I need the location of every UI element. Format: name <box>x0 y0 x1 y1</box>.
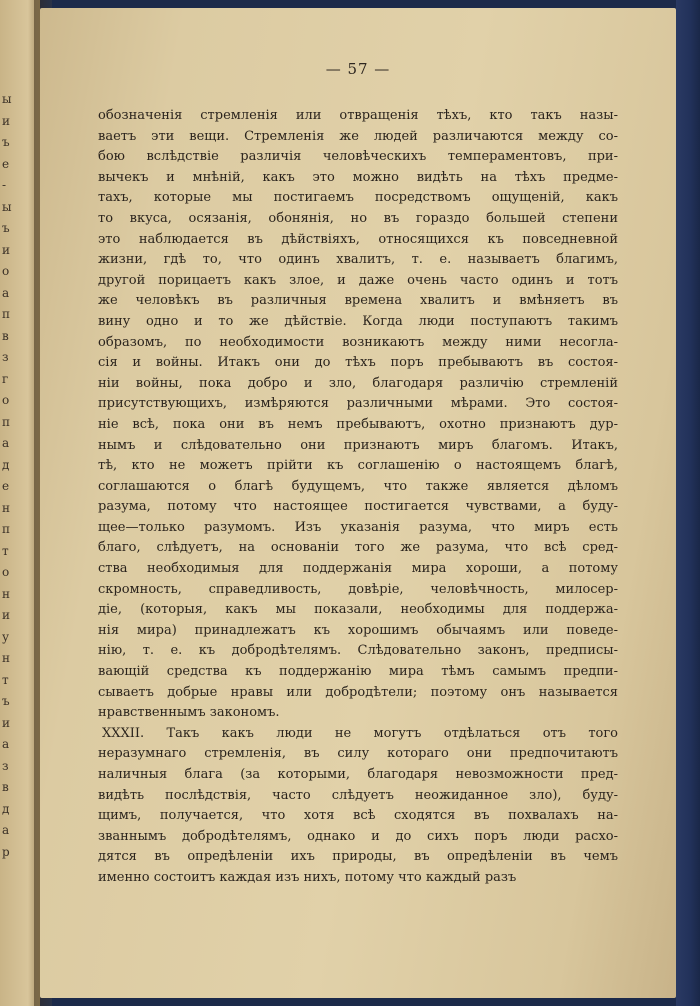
text-line: жизни, гдѣ то, что одинъ хвалитъ, т. е. называетъ благимъ, <box>98 252 618 268</box>
text-line: видѣть послѣдствія, часто слѣдуетъ неожиданное зло), буду- <box>98 787 618 803</box>
left-page-fragment: о <box>2 393 10 407</box>
left-page-fragment: г <box>2 371 9 386</box>
text-line: то вкуса, осязанія, обонянія, но въ гораздо большей степени <box>98 210 618 226</box>
text-line: соглашаются о благѣ будущемъ, что также является дѣломъ <box>98 478 618 494</box>
text-line: вину одно и то же дѣйствіе. Когда люди поступаютъ такимъ <box>98 313 618 329</box>
text-line: неразумнаго стремленія, въ силу котораго они предпочитаютъ <box>98 746 618 762</box>
page-number: — 57 — <box>325 60 391 78</box>
left-page-fragment: ъ <box>2 694 10 708</box>
text-line: разума, потому что настоящее постигается чувствами, а буду- <box>98 499 618 515</box>
text-line: щее—только разумомъ. Изъ указанія разума, что миръ есть <box>98 519 618 535</box>
left-page-fragment: н <box>2 586 10 601</box>
left-page-fragment: и <box>2 608 10 622</box>
text-line: ваетъ эти вещи. Стремленія же людей различаются между со- <box>98 128 618 144</box>
left-page-fragment: п <box>2 414 10 429</box>
text-line: присутствующихъ, измѣряются различными мѣрами. Это состоя- <box>98 396 618 412</box>
left-page-fragment: и <box>2 113 10 128</box>
text-line: это наблюдается въ дѣйствіяхъ, относящихся къ повседневной <box>98 231 618 247</box>
left-page-fragment: н <box>2 500 10 515</box>
text-line: же человѣкъ въ различныя времена хвалитъ и вмѣняетъ въ <box>98 293 618 309</box>
left-page-fragment: п <box>2 522 10 536</box>
left-page-fragment: е <box>2 479 10 493</box>
text-line: обозначенія стремленія или отвращенія тѣхъ, кто такъ назы- <box>98 108 618 123</box>
page-text <box>98 106 618 889</box>
text-line: сываетъ добрые нравы или добродѣтели; поэтому онъ называется <box>98 684 618 700</box>
text-line: дятся въ опредѣленіи ихъ природы, въ опредѣленіи въ чемъ <box>98 849 618 865</box>
left-page-fragment: р <box>2 844 10 859</box>
left-page-fragment: о <box>2 565 10 579</box>
text-line: наличныя блага (за которыми, благодаря невозможности пред- <box>98 767 618 782</box>
text-line: званнымъ добродѣтелямъ, однако и до сихъ поръ люди расхо- <box>98 828 618 844</box>
text-line: тахъ, которые мы постигаемъ посредствомъ ощущеній, какъ <box>98 190 618 206</box>
left-page-fragment: и <box>2 715 10 730</box>
left-page-fragment: - <box>2 178 7 192</box>
text-line: другой порицаетъ какъ злое, и даже очень часто одинъ и тотъ <box>98 272 618 288</box>
text-line: нравственнымъ закономъ. <box>98 705 280 721</box>
text-line: благо, слѣдуетъ, на основаніи того же разума, что всѣ сред- <box>98 540 618 556</box>
book-cover-edge <box>676 0 700 1006</box>
left-page-fragment: ы <box>2 92 12 106</box>
text-line: XXXII. Такъ какъ люди не могутъ отдѣлаться отъ того <box>102 725 618 741</box>
book-page <box>40 8 676 998</box>
text-line: ства необходимыя для поддержанія мира хороши, а потому <box>98 561 618 577</box>
text-line: нымъ и слѣдовательно они признаютъ миръ благомъ. Итакъ, <box>98 437 618 453</box>
text-line: ніи войны, пока добро и зло, благодаря различію стремленій <box>98 375 618 391</box>
left-page-fragment: в <box>2 780 9 794</box>
text-line: именно состоитъ каждая изъ нихъ, потому что каждый разъ <box>98 869 517 885</box>
left-page-fragment: з <box>2 758 9 773</box>
text-line: скромность, справедливость, довѣріе, человѣчность, милосер- <box>98 581 618 597</box>
text-line: ніе всѣ, пока они въ немъ пребываютъ, охотно признаютъ дур- <box>98 416 618 432</box>
text-line: нія мира) принадлежатъ къ хорошимъ обычаямъ или поведе- <box>98 622 618 638</box>
left-page-fragment: т <box>2 543 9 558</box>
text-line: вычекъ и мнѣній, какъ это можно видѣть на тѣхъ предме- <box>98 169 618 185</box>
left-page-fragment: з <box>2 350 9 364</box>
left-page-fragment: е <box>2 156 10 171</box>
left-page-fragment: п <box>2 307 10 321</box>
text-line: вающій средства къ поддержанію мира тѣмъ самымъ предпи- <box>98 664 618 680</box>
text-line: діе, (которыя, какъ мы показали, необходимы для поддержа- <box>98 602 618 618</box>
left-page-fragment: ъ <box>2 221 10 235</box>
left-page-fragment: у <box>2 629 10 644</box>
left-page-fragment: д <box>2 801 10 816</box>
left-page-fragment: т <box>2 672 9 687</box>
text-line: образомъ, по необходимости возникаютъ между ними несогла- <box>98 334 618 350</box>
left-page-fragment: д <box>2 457 10 472</box>
left-page-fragment: н <box>2 651 10 665</box>
text-line: тѣ, кто не можетъ прійти къ соглашенію о настоящемъ благѣ, <box>98 458 618 474</box>
text-line: сія и войны. Итакъ они до тѣхъ поръ пребываютъ въ состоя- <box>98 355 618 371</box>
text-line: нію, т. е. къ добродѣтелямъ. Слѣдовательно законъ, предписы- <box>98 643 618 659</box>
left-page-fragment: и <box>2 242 10 257</box>
text-line: бою вслѣдствіе различія человѣческихъ темпераментовъ, при- <box>98 149 618 165</box>
left-page-fragment: а <box>2 285 10 300</box>
left-page-fragment: о <box>2 264 10 278</box>
left-page-fragment: а <box>2 436 10 450</box>
left-page-fragment: а <box>2 823 10 837</box>
left-page-fragment: ы <box>2 199 12 214</box>
left-page-fragment: в <box>2 328 9 343</box>
left-page-fragment: ъ <box>2 135 10 149</box>
text-line: щимъ, получается, что хотя всѣ сходятся въ похвалахъ на- <box>98 808 618 824</box>
left-page-fragment: а <box>2 737 10 751</box>
